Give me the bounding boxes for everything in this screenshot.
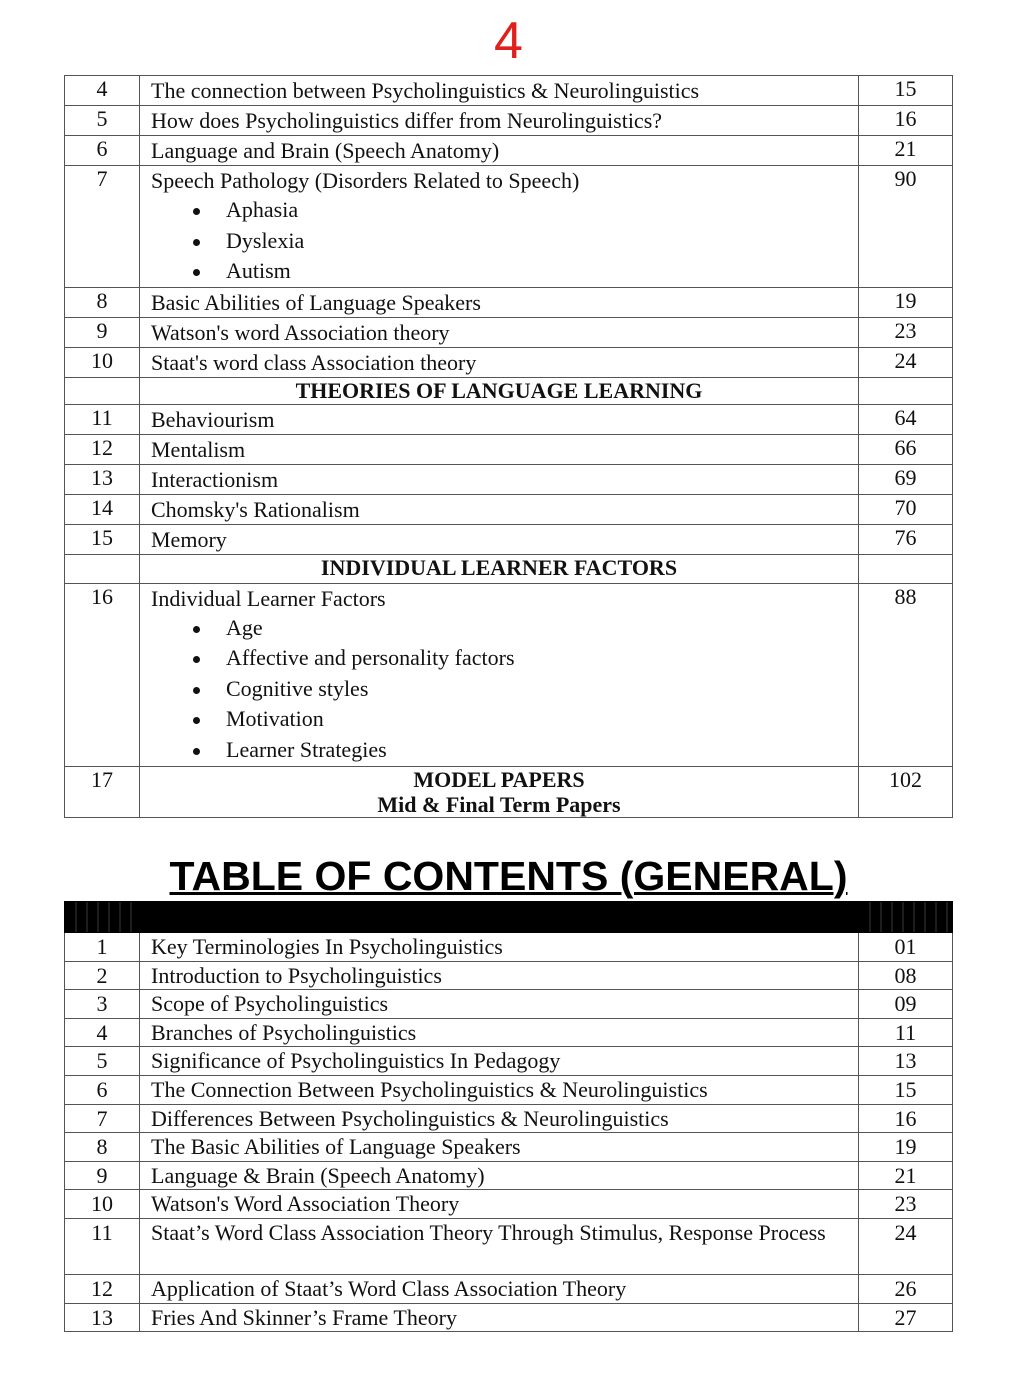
row-title: The connection between Psycholinguistics & Neurolinguistics <box>140 76 859 106</box>
row-page: 15 <box>859 1075 953 1104</box>
row-page: 69 <box>859 464 953 494</box>
row-page: 09 <box>859 990 953 1019</box>
table-row <box>65 1190 953 1219</box>
table-header-bar <box>65 902 953 933</box>
row-page: 64 <box>859 404 953 434</box>
section-heading-row <box>65 377 953 404</box>
row-page: 66 <box>859 434 953 464</box>
row-number: 7 <box>65 166 140 288</box>
row-title-cell <box>140 166 859 288</box>
model-papers-title: MODEL PAPERS <box>413 766 585 792</box>
table-row <box>65 434 953 464</box>
table-row <box>65 1018 953 1047</box>
table-row <box>65 166 953 288</box>
bullet-item: Dyslexia <box>151 226 858 257</box>
table-row <box>65 404 953 434</box>
table-row <box>65 1075 953 1104</box>
row-page: 27 <box>859 1303 953 1332</box>
row-page: 19 <box>859 1133 953 1162</box>
row-page: 102 <box>859 766 953 817</box>
row-title: How does Psycholinguistics differ from Neurolinguistics? <box>140 106 859 136</box>
row-page: 70 <box>859 494 953 524</box>
table-row <box>65 583 953 766</box>
bullet-item: Age <box>151 613 858 644</box>
model-papers-subtitle: Mid & Final Term Papers <box>377 791 621 817</box>
row-page: 23 <box>859 317 953 347</box>
row-title-cell <box>140 583 859 766</box>
row-page: 15 <box>859 76 953 106</box>
row-title: Key Terminologies In Psycholinguistics <box>140 933 859 962</box>
table-row <box>65 76 953 106</box>
table-row <box>65 136 953 166</box>
row-number: 3 <box>65 990 140 1019</box>
row-number: 2 <box>65 961 140 990</box>
table-row <box>65 317 953 347</box>
table-row <box>65 1274 953 1303</box>
row-number: 9 <box>65 317 140 347</box>
table-row <box>65 1133 953 1162</box>
row-title: Speech Pathology (Disorders Related to Speech) <box>151 168 580 193</box>
row-title: Staat's word class Association theory <box>140 347 859 377</box>
row-number: 8 <box>65 1133 140 1162</box>
row-title: The Connection Between Psycholinguistics & Neurolinguistics <box>140 1075 859 1104</box>
section-heading: THEORIES OF LANGUAGE LEARNING <box>140 377 859 404</box>
row-page: 19 <box>859 287 953 317</box>
table-row <box>65 347 953 377</box>
row-title: Scope of Psycholinguistics <box>140 990 859 1019</box>
row-number: 13 <box>65 1303 140 1332</box>
row-number: 17 <box>65 766 140 817</box>
bullet-item: Cognitive styles <box>151 674 858 705</box>
row-title: Interactionism <box>140 464 859 494</box>
row-title: Basic Abilities of Language Speakers <box>140 287 859 317</box>
table-row <box>65 933 953 962</box>
row-number: 12 <box>65 1274 140 1303</box>
row-page: 23 <box>859 1190 953 1219</box>
row-number: 6 <box>65 1075 140 1104</box>
table-row <box>65 766 953 817</box>
row-title: Language and Brain (Speech Anatomy) <box>140 136 859 166</box>
row-title: Individual Learner Factors <box>151 585 386 611</box>
bullet-list <box>151 195 858 287</box>
bullet-item: Learner Strategies <box>151 735 858 766</box>
row-page: 08 <box>859 961 953 990</box>
row-number: 6 <box>65 136 140 166</box>
row-number: 9 <box>65 1161 140 1190</box>
row-title: Significance of Psycholinguistics In Pedagogy <box>140 1047 859 1076</box>
toc-continued-table <box>64 75 953 818</box>
row-page: 13 <box>859 1047 953 1076</box>
row-number: 11 <box>65 1218 140 1274</box>
toc-general-title: TABLE OF CONTENTS (GENERAL) <box>169 853 848 899</box>
table-row <box>65 990 953 1019</box>
row-number: 11 <box>65 404 140 434</box>
row-title: Application of Staat’s Word Class Association Theory <box>140 1274 859 1303</box>
row-number: 13 <box>65 464 140 494</box>
bullet-item: Autism <box>151 256 858 287</box>
row-number: 8 <box>65 287 140 317</box>
row-page: 24 <box>859 1218 953 1274</box>
row-number: 4 <box>65 1018 140 1047</box>
table-row <box>65 287 953 317</box>
row-page: 24 <box>859 347 953 377</box>
table-row <box>65 1303 953 1332</box>
row-number: 16 <box>65 583 140 766</box>
row-page: 16 <box>859 1104 953 1133</box>
row-title: Memory <box>140 524 859 554</box>
toc-general-table <box>64 901 953 1332</box>
table-row <box>65 1104 953 1133</box>
row-number: 1 <box>65 933 140 962</box>
row-title: Branches of Psycholinguistics <box>140 1018 859 1047</box>
bullet-item: Motivation <box>151 704 858 735</box>
row-page: 76 <box>859 524 953 554</box>
row-title: Fries And Skinner’s Frame Theory <box>140 1303 859 1332</box>
row-page: 01 <box>859 933 953 962</box>
row-number: 10 <box>65 1190 140 1219</box>
row-page: 16 <box>859 106 953 136</box>
table-row <box>65 1047 953 1076</box>
table-row <box>65 494 953 524</box>
table-row <box>65 1218 953 1274</box>
row-title: Mentalism <box>140 434 859 464</box>
row-page: 21 <box>859 1161 953 1190</box>
row-title: Staat’s Word Class Association Theory Through Stimulus, Response Process <box>140 1218 859 1274</box>
row-number: 5 <box>65 106 140 136</box>
row-page: 11 <box>859 1018 953 1047</box>
table-row <box>65 961 953 990</box>
table-row <box>65 106 953 136</box>
row-number: 15 <box>65 524 140 554</box>
row-number: 4 <box>65 76 140 106</box>
row-title: Language & Brain (Speech Anatomy) <box>140 1161 859 1190</box>
section-heading: INDIVIDUAL LEARNER FACTORS <box>140 554 859 583</box>
row-page: 26 <box>859 1274 953 1303</box>
bullet-item: Aphasia <box>151 195 858 226</box>
row-page: 21 <box>859 136 953 166</box>
row-page: 90 <box>859 166 953 288</box>
row-number: 7 <box>65 1104 140 1133</box>
row-title: The Basic Abilities of Language Speakers <box>140 1133 859 1162</box>
table-row <box>65 524 953 554</box>
row-title: Differences Between Psycholinguistics & Neurolinguistics <box>140 1104 859 1133</box>
table-row <box>65 464 953 494</box>
row-title: Behaviourism <box>140 404 859 434</box>
row-number: 10 <box>65 347 140 377</box>
row-title: Watson's Word Association Theory <box>140 1190 859 1219</box>
row-title: Watson's word Association theory <box>140 317 859 347</box>
bullet-list <box>151 613 858 766</box>
row-number: 14 <box>65 494 140 524</box>
table-row <box>65 1161 953 1190</box>
row-number: 12 <box>65 434 140 464</box>
row-title: Chomsky's Rationalism <box>140 494 859 524</box>
page-number: 4 <box>494 12 523 70</box>
bullet-item: Affective and personality factors <box>151 643 858 674</box>
row-title: Introduction to Psycholinguistics <box>140 961 859 990</box>
row-title-cell <box>140 766 859 817</box>
section-heading-row <box>65 554 953 583</box>
row-number: 5 <box>65 1047 140 1076</box>
row-page: 88 <box>859 583 953 766</box>
